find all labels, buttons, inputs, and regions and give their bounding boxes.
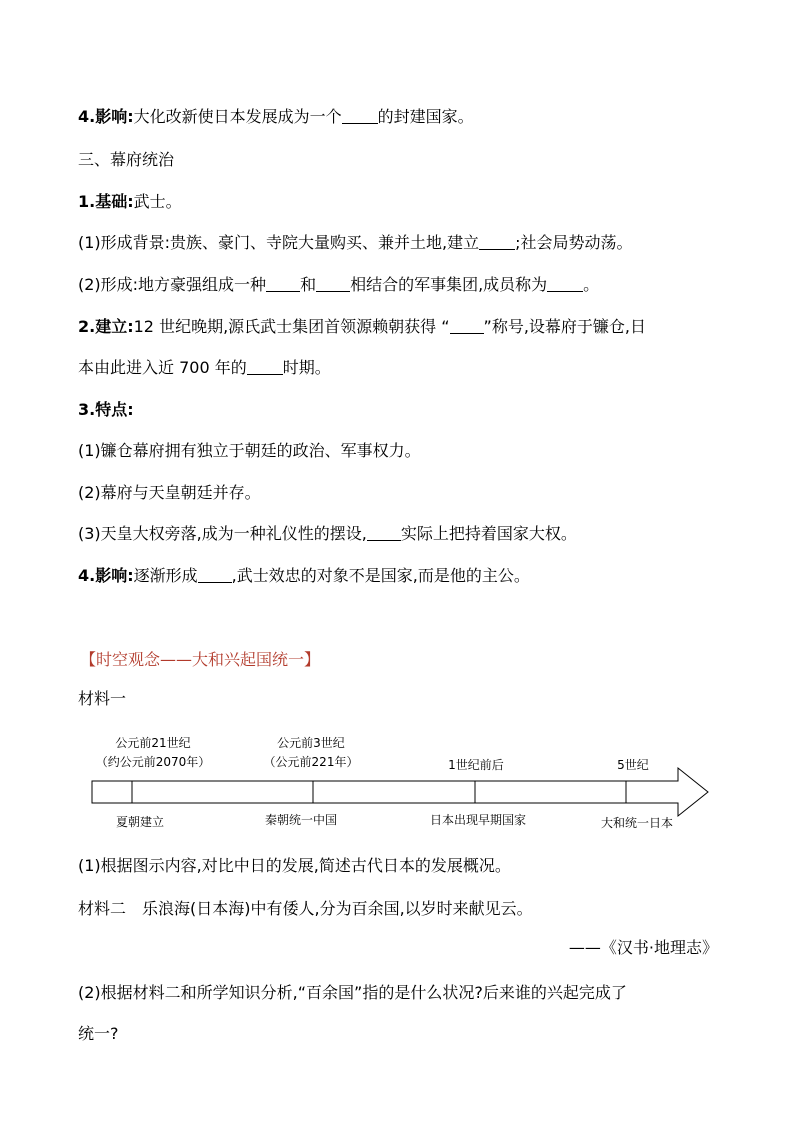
basis-line: 1.基础:武士。 — [78, 192, 182, 211]
material-2: 材料二 乐浪海(日本海)中有倭人,分为百余国,以岁时来献见云。 — [78, 899, 533, 918]
influence-label: 4.影响: — [78, 107, 134, 126]
feature-1: (1)镰仓幕府拥有独立于朝廷的政治、军事权力。 — [78, 441, 421, 460]
background-line: (1)形成背景:贵族、豪门、寺院大量购买、兼并土地,建立 ;社会局势动荡。 — [78, 233, 633, 252]
timeline-top-sublabel: （约公元前2070年） — [95, 755, 211, 769]
influence-line-2: 4.影响:逐渐形成 ,武士效忠的对象不是国家,而是他的主公。 — [78, 566, 530, 585]
influence-line-1: 4.影响:大化改新使日本发展成为一个 的封建国家。 — [78, 107, 474, 126]
timeline-bottom-label: 秦朝统一中国 — [264, 813, 338, 827]
features-heading: 3.特点: — [78, 400, 134, 419]
feature-3: (3)天皇大权旁落,成为一种礼仪性的摆设, 实际上把持着国家大权。 — [78, 524, 577, 543]
section-title: 三、幕府统治 — [78, 150, 175, 169]
timeline-top-label: 公元前21世纪 — [115, 736, 191, 750]
timeline-top-label: 1世纪前后 — [448, 758, 504, 772]
question-1: (1)根据图示内容,对比中日的发展,简述古代日本的发展概况。 — [78, 856, 511, 875]
timeline-bottom-label: 大和统一日本 — [600, 816, 674, 830]
material-2-source: ——《汉书·地理志》 — [568, 938, 718, 957]
topic-title: 【时空观念——大和兴起国统一】 — [80, 650, 321, 669]
timeline-arrow — [92, 768, 708, 816]
timeline-top-label: 公元前3世纪 — [277, 736, 345, 750]
timeline-bottom-label: 夏朝建立 — [115, 815, 165, 829]
material-1-label: 材料一 — [78, 689, 127, 708]
establish-line-2: 本由此进入近 700 年的 时期。 — [78, 358, 331, 377]
timeline-top-label: 5世纪 — [617, 758, 649, 772]
timeline-bottom-label: 日本出现早期国家 — [429, 813, 527, 827]
question-2-line-2: 统一? — [78, 1024, 119, 1043]
feature-2: (2)幕府与天皇朝廷并存。 — [78, 483, 261, 502]
timeline-top-sublabel: （公元前221年） — [263, 755, 359, 769]
question-2-line-1: (2)根据材料二和所学知识分析,“百余国”指的是什么状况?后来谁的兴起完成了 — [78, 983, 627, 1002]
formation-line: (2)形成:地方豪强组成一种 和 相结合的军事集团,成员称为 。 — [78, 275, 600, 294]
establish-line-1: 2.建立:12 世纪晚期,源氏武士集团首领源赖朝获得 “ ”称号,设幕府于镰仓,日 — [78, 317, 647, 336]
